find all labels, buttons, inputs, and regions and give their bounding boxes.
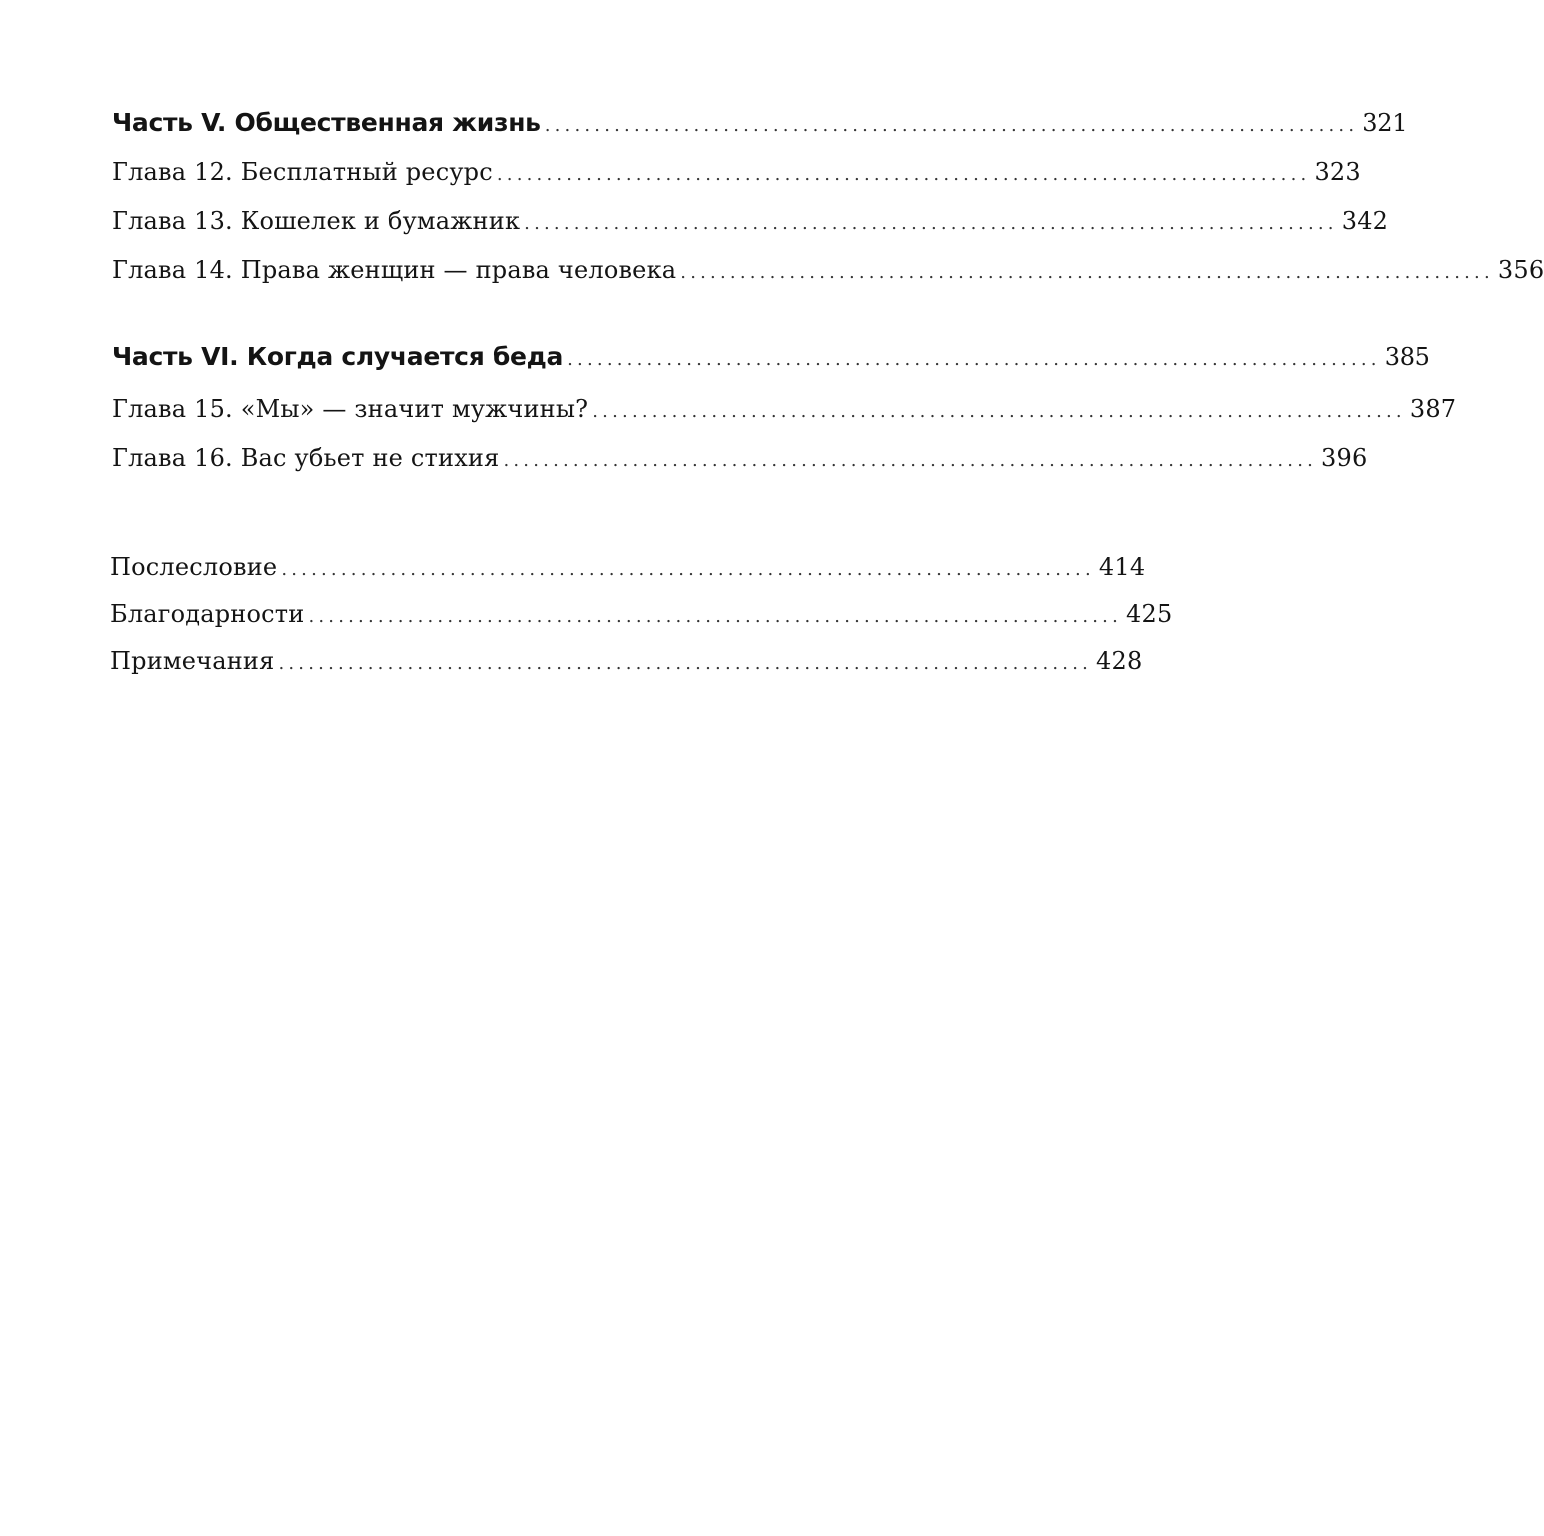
toc-entry-page: 356 — [1497, 256, 1544, 284]
dot-leader: .................................................................................. — [496, 164, 1311, 185]
toc-entry-afterword[interactable] — [110, 553, 1146, 581]
toc-entry-title: Глава 15. «Мы» — значит мужчины? — [112, 395, 589, 423]
toc-entry-acknowledgments[interactable] — [110, 600, 1173, 628]
toc-entry-page: 323 — [1314, 158, 1361, 186]
toc-entry-chapter-12[interactable] — [112, 158, 1361, 186]
dot-leader: .................................................................................. — [503, 450, 1318, 471]
toc-entry-chapter-13[interactable] — [112, 207, 1389, 235]
toc-entry-title: Примечания — [110, 647, 275, 675]
toc-entry-chapter-15[interactable] — [112, 395, 1457, 423]
toc-entry-page: 396 — [1321, 444, 1368, 472]
toc-entry-title: Послесловие — [110, 553, 278, 581]
toc-entry-title: Часть VI. Когда случается беда — [112, 342, 564, 371]
toc-entry-chapter-16[interactable] — [112, 444, 1368, 472]
toc-entry-title: Глава 13. Кошелек и бумажник — [112, 207, 521, 235]
toc-entry-part-6[interactable] — [112, 342, 1430, 371]
toc-entry-page: 342 — [1341, 207, 1389, 235]
toc-entry-title: Глава 12. Бесплатный ресурс — [112, 158, 493, 186]
dot-leader: .................................................................................. — [544, 115, 1359, 136]
toc-entry-chapter-14[interactable] — [112, 256, 1544, 284]
dot-leader: .................................................................................. — [567, 349, 1381, 370]
dot-leader: .................................................................................. — [278, 653, 1093, 674]
toc-entry-page: 321 — [1362, 109, 1408, 137]
toc-entry-title: Часть V. Общественная жизнь — [112, 108, 541, 137]
dot-leader: .................................................................................. — [524, 213, 1338, 234]
toc-entry-notes[interactable] — [110, 647, 1143, 675]
toc-entry-page: 385 — [1384, 343, 1430, 371]
toc-entry-page: 425 — [1126, 600, 1173, 628]
toc-entry-page: 387 — [1409, 395, 1457, 423]
dot-leader: .................................................................................. — [680, 262, 1494, 283]
dot-leader: .................................................................................. — [281, 559, 1095, 580]
toc-entry-page: 414 — [1098, 553, 1146, 581]
toc-entry-title: Глава 14. Права женщин — права человека — [112, 256, 677, 284]
dot-leader: .................................................................................. — [592, 401, 1406, 422]
toc-entry-part-5[interactable] — [112, 108, 1408, 137]
toc-entry-page: 428 — [1096, 647, 1143, 675]
toc-entry-title: Благодарности — [110, 600, 305, 628]
toc-entry-title: Глава 16. Вас убьет не стихия — [112, 444, 500, 472]
dot-leader: .................................................................................. — [308, 606, 1123, 627]
